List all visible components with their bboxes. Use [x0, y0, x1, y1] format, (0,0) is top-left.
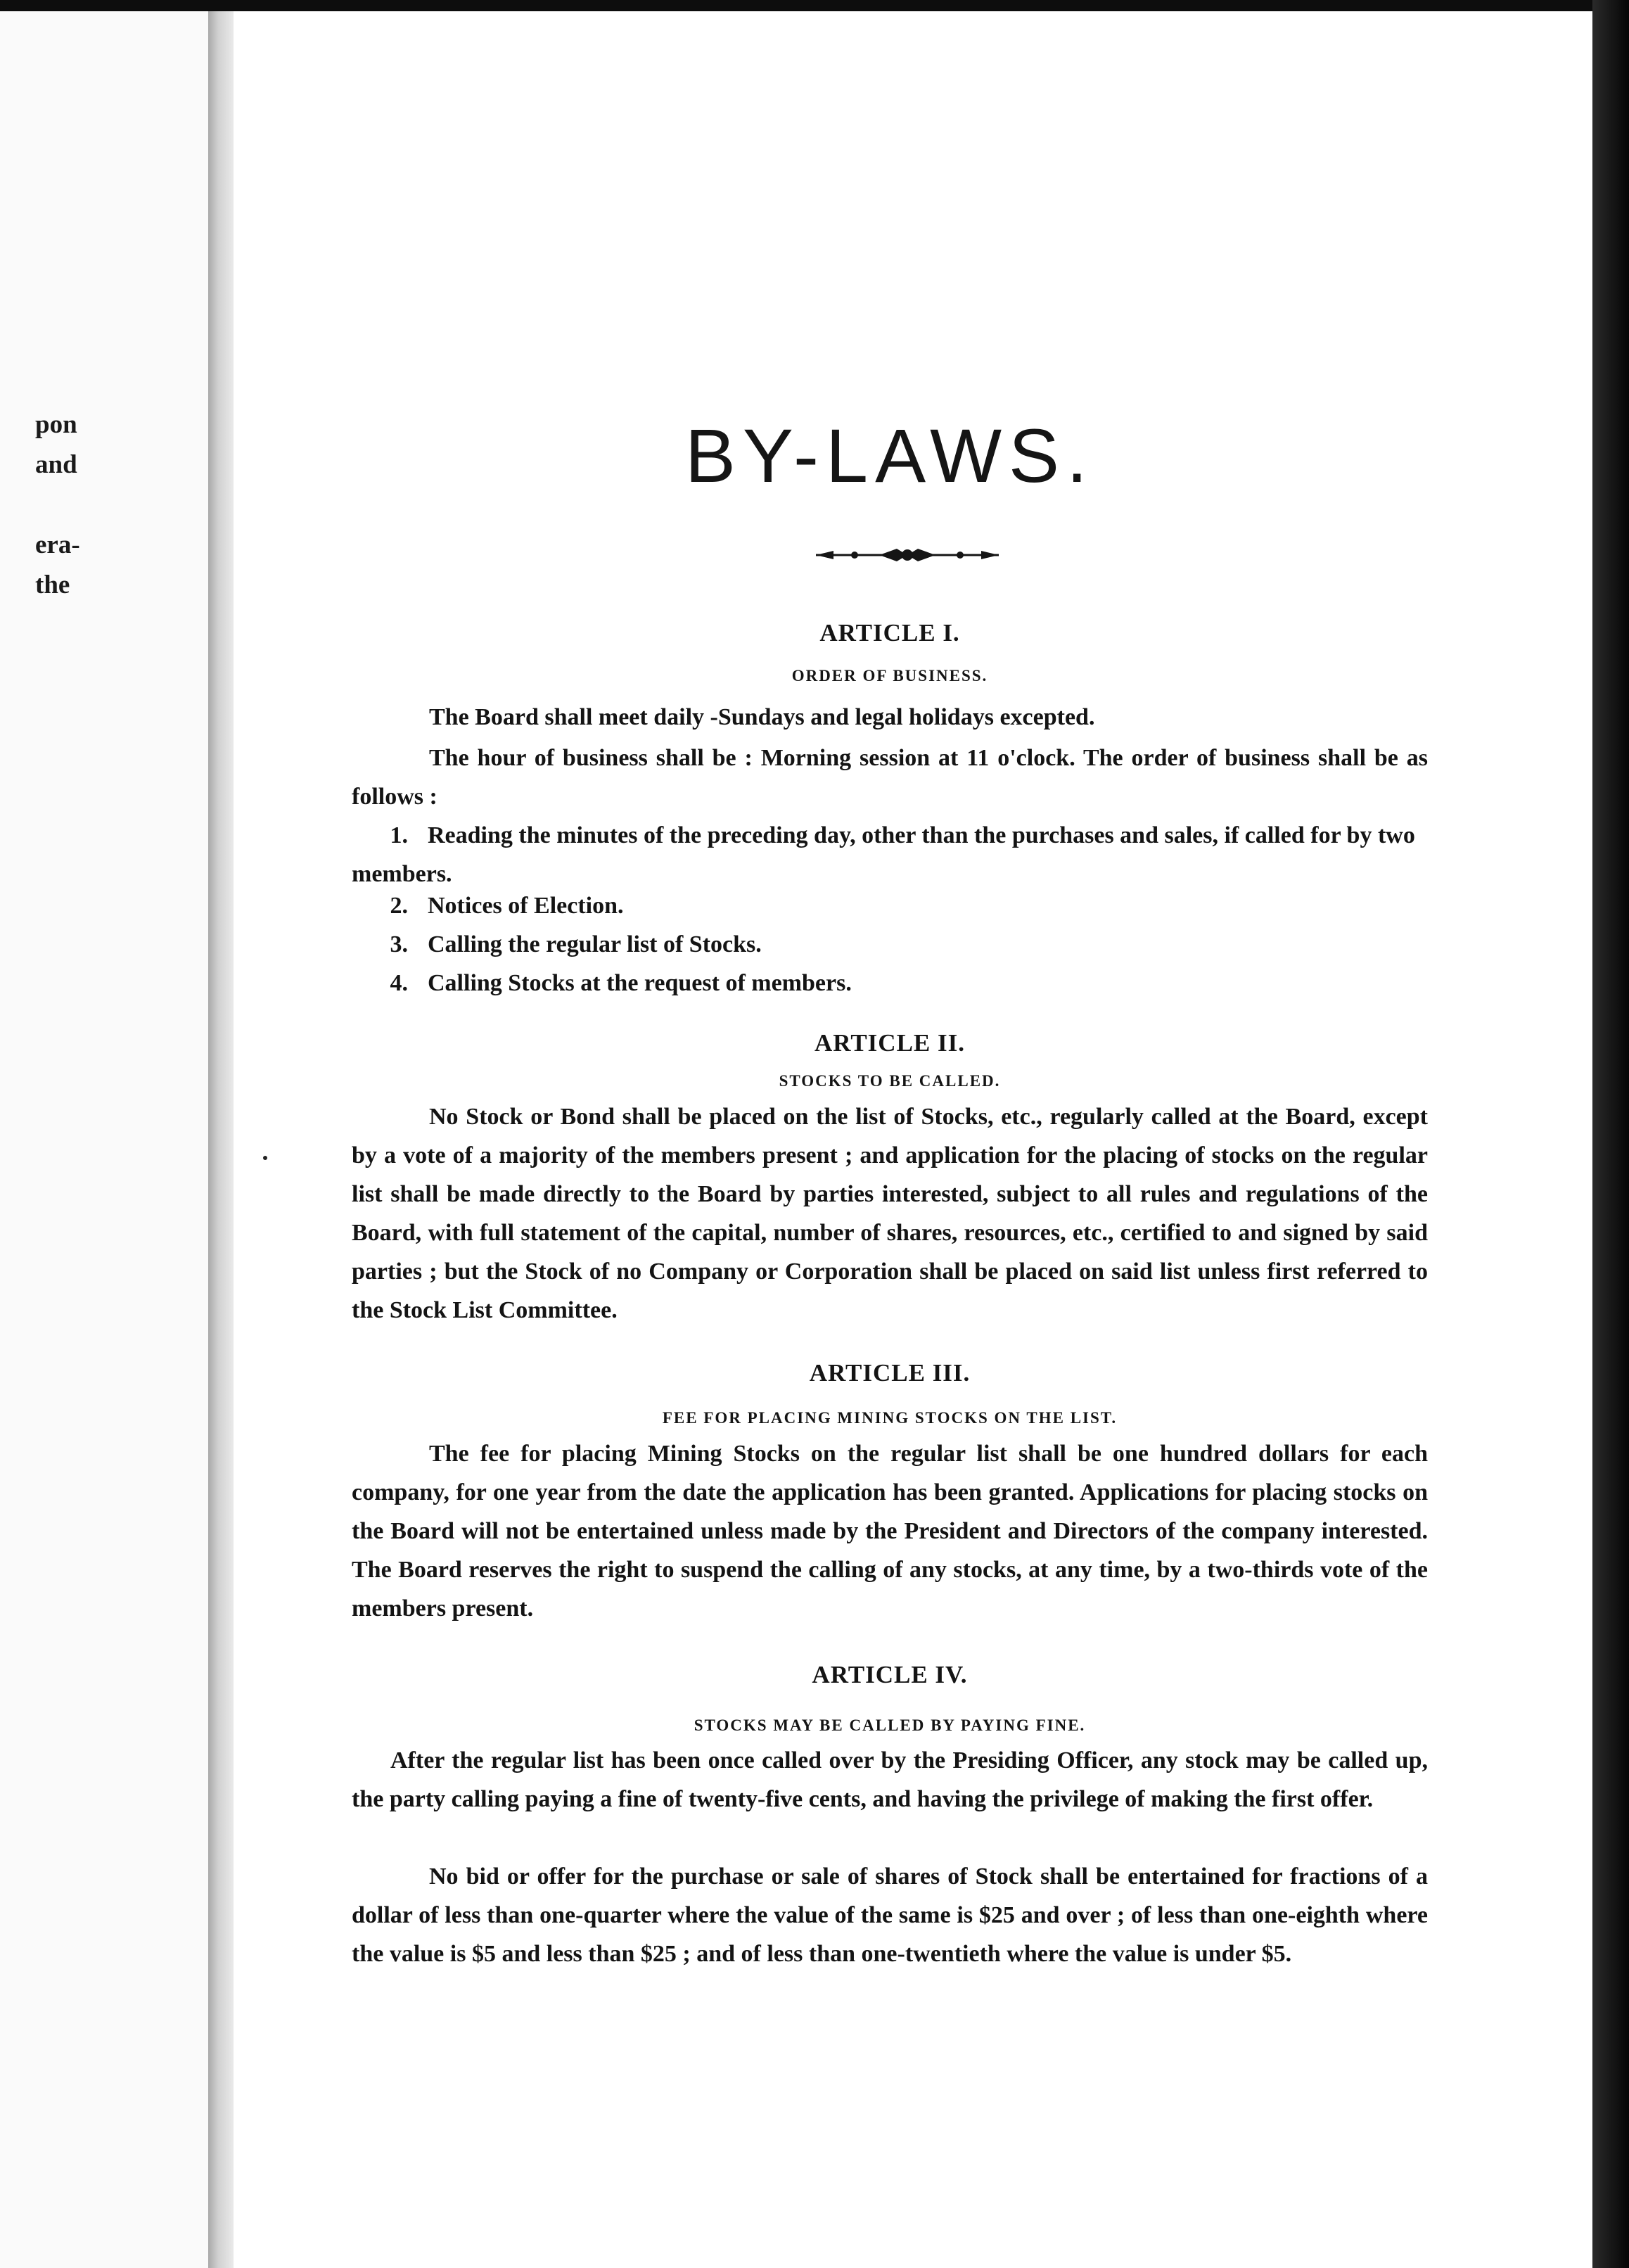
article-subheading: ORDER OF BUSINESS. [791, 667, 988, 684]
article-paragraph: The Board shall meet daily -Sundays and legal holidays excepted. [429, 704, 1095, 730]
left-fragment: era- [35, 530, 80, 559]
scan-top-edge [0, 0, 1629, 11]
left-page-text-fragments [35, 404, 80, 605]
article-heading: ARTICLE III. [809, 1359, 971, 1387]
list-item-text: Calling Stocks at the request of members. [428, 970, 852, 996]
article-subheading: STOCKS MAY BE CALLED BY PAYING FINE. [694, 1716, 1086, 1734]
list-item [352, 816, 1428, 893]
article-subheading: STOCKS TO BE CALLED. [779, 1072, 1001, 1090]
article-paragraph: No bid or offer for the purchase or sale of shares of Stock shall be entertained for fractions of a dollar of less than one-quarter where the value of the same is $25 and over ; of less than one-eighth where the value is $5 and less than $25 ; and of less than one-twentieth where the value is under $5. [352, 1864, 1428, 1967]
title-ornament-divider [812, 544, 1002, 566]
scan-speck [263, 1156, 267, 1160]
article-heading: ARTICLE IV. [812, 1661, 968, 1688]
list-item [352, 925, 1428, 964]
article-heading: ARTICLE II. [814, 1029, 965, 1057]
list-item-text: Calling the regular list of Stocks. [428, 931, 762, 957]
article-paragraph: After the regular list has been once called over by the Presiding Officer, any stock may be called up, the party calling paying a fine of twenty-five cents, and having the privilege of making the first offer. [352, 1747, 1428, 1812]
list-item [352, 886, 1428, 925]
page-title: BY-LAWS. [684, 413, 1095, 498]
left-fragment: the [35, 571, 70, 599]
list-item-number: 4. [390, 970, 408, 996]
article-paragraph: No Stock or Bond shall be placed on the list of Stocks, etc., regularly called at the Board, except by a vote of a majority of the members present ; and application for the placing of stocks on the regular list shall be made directly to the Board by parties interested, subject to all rules and regulations of the Board, with full statement of the capital, number of shares, resources, etc., certified to and signed by said parties ; but the Stock of no Company or Corporation shall be placed on said list unless first referred to the Stock List Committee. [352, 1104, 1428, 1323]
article-heading: ARTICLE I. [819, 619, 960, 646]
list-item-text: Notices of Election. [428, 893, 624, 919]
article-subheading: FEE FOR PLACING MINING STOCKS ON THE LIST. [662, 1409, 1118, 1427]
article-paragraph: The hour of business shall be : Morning session at 11 o'clock. The order of business shall be as follows : [352, 745, 1428, 810]
list-item-number: 2. [390, 893, 408, 919]
list-item [352, 964, 1428, 1002]
left-facing-page [0, 0, 208, 2268]
list-item-number: 3. [390, 931, 408, 957]
left-fragment: and [35, 450, 77, 479]
list-item-number: 1. [390, 822, 408, 848]
left-fragment: pon [35, 410, 77, 439]
article-paragraph: The fee for placing Mining Stocks on the regular list shall be one hundred dollars for each company, for one year from the date the application has been granted. Applications for placing stocks on the Board will not be entertained unless made by the President and Directors of the company interested. The Board reserves the right to suspend the calling of any stocks, at any time, by a two-thirds vote of the members present. [352, 1441, 1428, 1622]
list-item-text: Reading the minutes of the preceding day, other than the purchases and sales, if called for by two members. [352, 822, 1415, 887]
scan-right-edge [1592, 0, 1629, 2268]
page-gutter [208, 0, 234, 2268]
